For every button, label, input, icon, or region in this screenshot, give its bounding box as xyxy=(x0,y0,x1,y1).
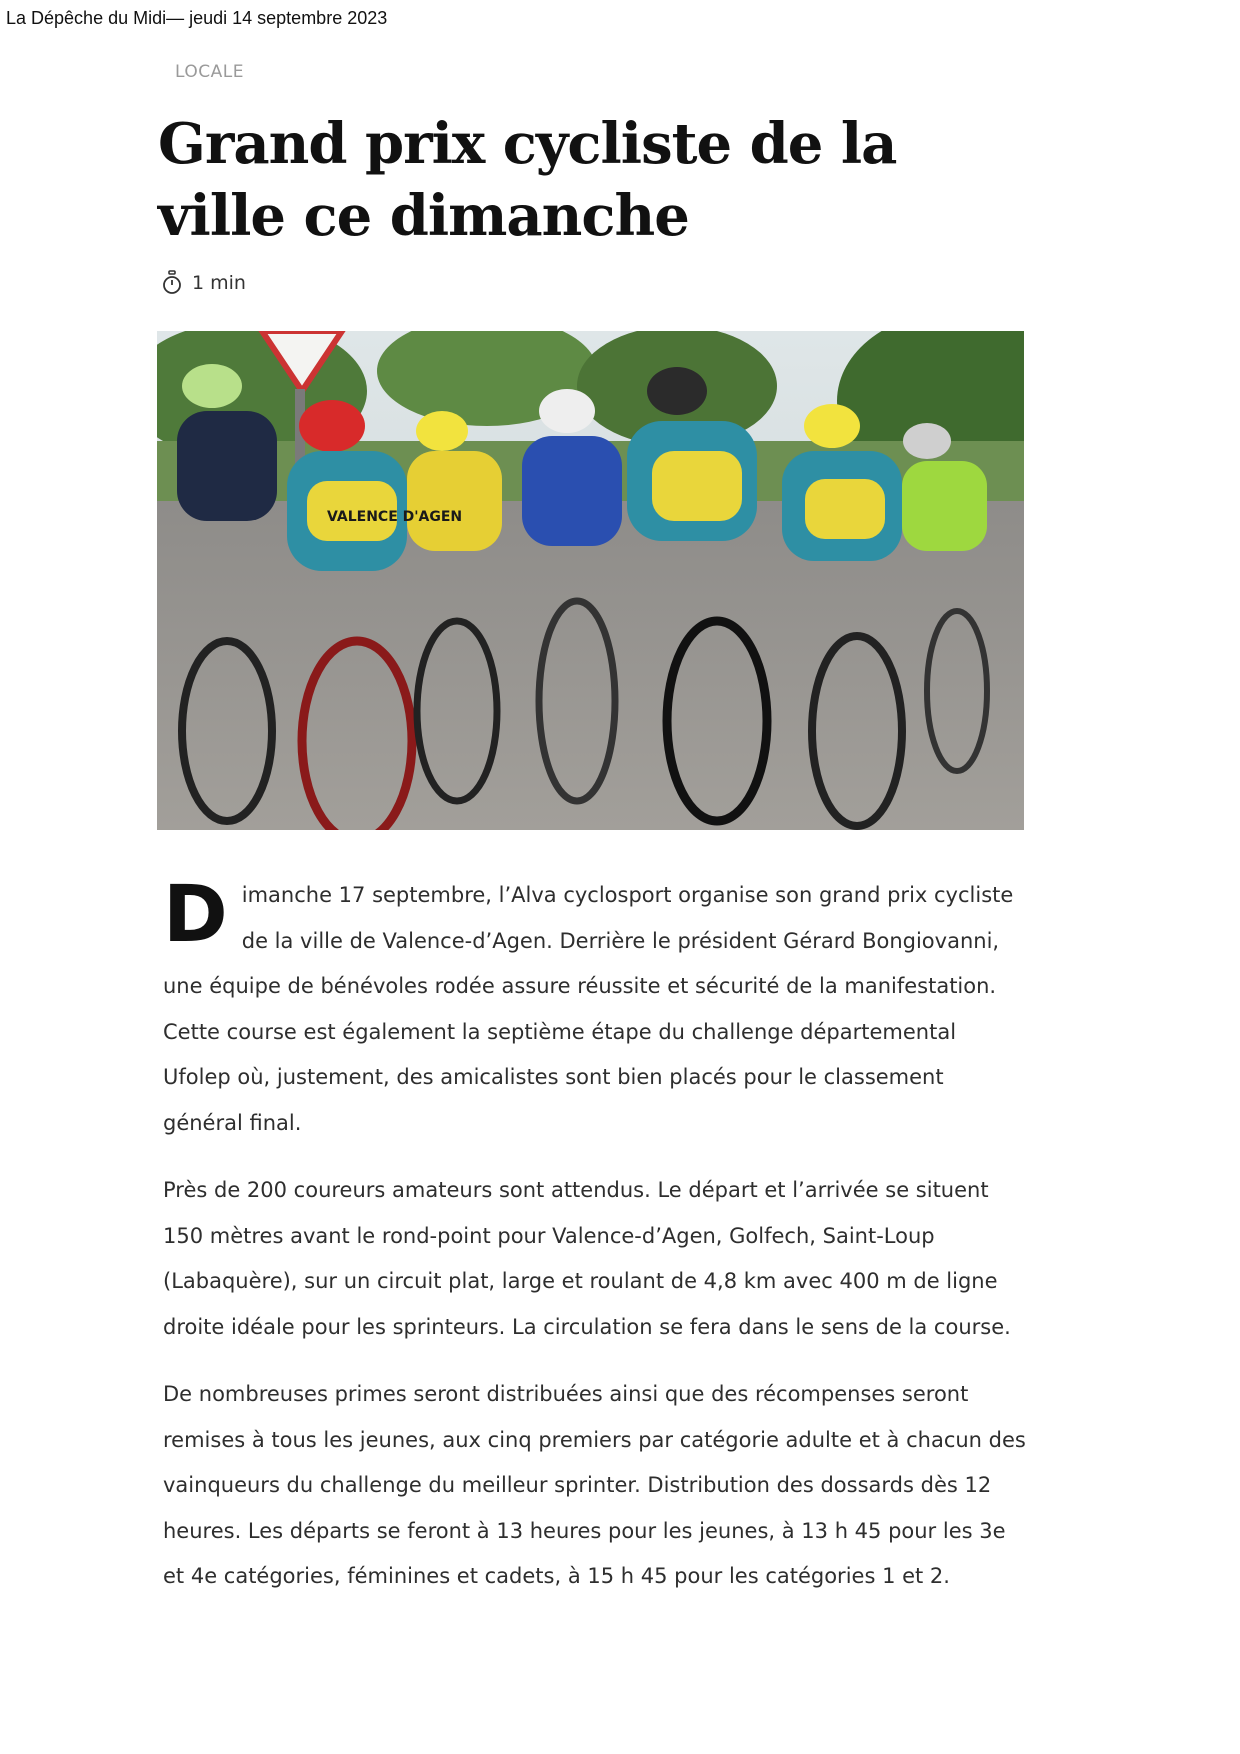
read-time-label: 1 min xyxy=(192,272,246,294)
read-time xyxy=(162,270,246,296)
article-photo xyxy=(157,331,1024,830)
stopwatch-icon xyxy=(162,270,182,296)
paragraph-3: De nombreuses primes seront distribuées ainsi que des récompenses seront remises à tous les jeunes, aux cinq premiers par catégorie adulte et à chacun des vainqueurs du challenge du meilleur sprinter. Distribution des dossards dès 12 heures. Les départs se feront à 13 heures pour les jeunes, à 13 h 45 pour les 3e et 4e catégories, féminines et cadets, à 15 h 45 pour les catégories 1 et 2. xyxy=(163,1382,1026,1588)
article-body xyxy=(163,870,1029,1622)
section-rubric: LOCALE xyxy=(175,62,244,82)
paragraph-2: Près de 200 coureurs amateurs sont attendus. Le départ et l’arrivée se situent 150 mètres avant le rond-point pour Valence-d’Agen, Golfech, Saint-Loup (Labaquère), sur un circuit plat, large et roulant de 4,8 km avec 400 m de ligne droite idéale pour les sprinteurs. La circulation se fera dans le sens de la course. xyxy=(163,1178,1011,1339)
drop-cap: D xyxy=(163,870,228,960)
paragraph-1: D imanche 17 septembre, l’Alva cyclosport organise son grand prix cycliste de la ville de Valence-d’Agen. Derrière le président Gérard Bongiovanni, une équipe de bénévoles rodée assure réussite et sécurité de la manifestation. Cette course est également la septième étape du challenge départemental Ufolep où, justement, des amicalistes sont bien placés pour le classement général final. xyxy=(163,870,1014,1135)
cyclists-peloton-image xyxy=(157,331,1024,830)
article-title: Grand prix cycliste de la ville ce dimanche xyxy=(158,111,897,249)
newspaper-masthead: La Dépêche du Midi— jeudi 14 septembre 2023 xyxy=(6,8,388,28)
jersey-text: VALENCE D'AGEN xyxy=(327,509,463,525)
